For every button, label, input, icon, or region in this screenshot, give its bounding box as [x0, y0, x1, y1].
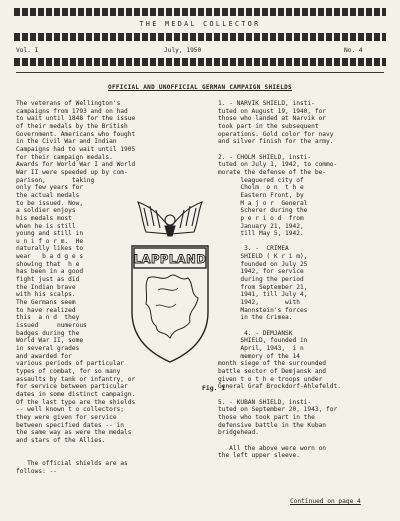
text-line: for their campaign medals. [16, 153, 113, 161]
shield-label: LAPPLAND [133, 252, 207, 266]
text-line: tuted on August 19, 1940, for [218, 107, 327, 115]
text-line: -- well known t o collectors; [16, 406, 125, 414]
text-line: and silver finish for the army. [218, 138, 334, 146]
text-line: to wait until 1848 for the issue [16, 115, 136, 123]
volume-label: Vol. I [16, 47, 39, 54]
text-line: in the Crimea. [218, 314, 293, 322]
left-column-closing [16, 460, 128, 475]
text-line: Eastern Front, by [218, 191, 304, 199]
text-line [218, 238, 341, 246]
text-line: the same way as were the medals [16, 429, 132, 437]
text-line: SHIELD ( K r i m), [218, 253, 308, 261]
text-line: the left upper sleeve. [218, 452, 300, 460]
text-line: has been in a good [16, 268, 84, 276]
text-line: given t o t h e troops under [218, 375, 323, 383]
text-line: and awarded for [16, 352, 72, 360]
text-line: fight just as did [16, 276, 80, 284]
text-line: from September 21, [218, 283, 308, 291]
text-line: April, 1943, i n [218, 345, 304, 352]
text-line: 3. - CRIMEA [218, 245, 289, 253]
text-line: and stars of the Allies. [16, 436, 106, 444]
text-line [218, 146, 341, 154]
text-line: types of combat, for so many [16, 367, 121, 375]
text-line: 5. - KUBAN SHIELD, insti- [218, 398, 312, 406]
text-line: young and still in [16, 230, 84, 238]
text-line: campaigns from 1793 and on had [16, 107, 128, 115]
text-line: took part in the subsequent [218, 122, 319, 130]
text-line: The official shields are as [16, 460, 128, 467]
text-line: issued numerous [16, 322, 87, 330]
text-line: to be issued. Now, [16, 199, 84, 207]
issue-date: July, 1950 [164, 47, 202, 54]
text-line: tuted on September 20, 1943, for [218, 406, 338, 414]
right-column [218, 100, 341, 460]
text-line: showing that h e [16, 260, 80, 268]
text-line: month siege of the surrounded [218, 360, 327, 368]
text-line: January 21, 1942, [218, 222, 304, 230]
text-line [218, 437, 341, 445]
divider-rule [16, 72, 384, 73]
text-line: memory of the 14 [218, 352, 300, 360]
text-line: the actual medals [16, 191, 80, 199]
text-line: till May 5, 1942. [218, 230, 304, 238]
text-line: 1942, with [218, 299, 300, 307]
text-line: bridgehead. [218, 429, 259, 437]
text-line: The Germans seem [16, 299, 76, 307]
text-line: badges during the [16, 329, 80, 337]
text-line: naturally likes to [16, 245, 84, 253]
text-line: wear b a d g e s [16, 253, 84, 261]
text-line: 2. - CHOLM SHIELD, insti- [218, 153, 312, 161]
text-line: in the Civil War and Indian [16, 138, 117, 146]
text-line: Scherer during the [218, 207, 308, 215]
text-line: operations. Gold color for navy [218, 130, 334, 138]
text-line: 1. - NARVIK SHIELD, insti- [218, 100, 315, 107]
text-line: tuted on July 1, 1942, to commo- [218, 161, 338, 169]
text-line: dates in some distinct campaign. [16, 390, 136, 398]
text-line: only few years for [16, 184, 84, 192]
text-line: SHIELD, founded in [218, 337, 308, 345]
text-line: in several grades [16, 345, 80, 352]
text-line: Of the last type are the shields [16, 398, 136, 406]
text-line: for service between particular [16, 383, 128, 391]
article-heading: OFFICIAL AND UNOFFICIAL GERMAN CAMPAIGN SHIELDS [108, 84, 292, 91]
text-line: parison, taking [16, 176, 95, 184]
text-line: this a n d they [16, 314, 80, 322]
text-line: Mannstein's forces [218, 306, 308, 314]
text-line: follows: -- [16, 467, 57, 475]
meta-border [14, 58, 386, 66]
text-line: Cholm o n t h e [218, 184, 304, 192]
text-line: All the above were worn on [218, 444, 327, 452]
text-line: assaults by tank or infantry, or [16, 375, 136, 383]
text-line: the Indian brave [16, 283, 76, 291]
text-line: World War II, some [16, 337, 84, 345]
text-line [218, 322, 341, 330]
text-line: during the period [218, 276, 304, 284]
top-border [14, 8, 386, 16]
text-line: of their medals by the British [16, 122, 128, 130]
text-line: 4. - DEMJANSK [218, 329, 293, 337]
text-line: they were given for service [16, 413, 117, 421]
figure-lappland-shield [118, 186, 222, 366]
text-line: to have realized [16, 306, 76, 314]
issue-number: No. 4 [344, 47, 363, 54]
text-line: General Graf Brockdorf-Ahlefeldt. [218, 383, 341, 391]
text-line: u n i f o r m. He [16, 237, 84, 245]
text-line: a soldier enjoys [16, 207, 76, 215]
masthead-title: THE MEDAL COLLECTOR [139, 20, 261, 28]
text-line: 1942, for service [218, 268, 304, 276]
text-line: battle sector of Demjansk and [218, 367, 327, 375]
text-line: Awards for World War I and World [16, 161, 136, 169]
continued-note: Continued on page 4 [290, 498, 361, 505]
text-line: leaguered city of [218, 176, 304, 184]
text-line: with his scalps. [16, 291, 76, 299]
text-line: morate the defense of the be- [218, 168, 327, 176]
text-line: various periods of particular [16, 360, 125, 368]
text-line: War II were speeded up by com- [16, 168, 128, 176]
eagle-icon [138, 202, 202, 236]
masthead-border [14, 33, 386, 41]
text-line: Campaigns had to wait until 1905 [16, 145, 136, 153]
text-line: founded on July 25 [218, 260, 308, 268]
figure-caption: Fig. 1 [202, 384, 226, 392]
shield-illustration [118, 186, 222, 366]
text-line: defensive battle in the Kuban [218, 421, 327, 429]
text-line: those who landed at Narvik or [218, 115, 327, 123]
text-line [218, 391, 341, 399]
text-line: 1941, till July 4, [218, 291, 308, 299]
text-line: p e r i o d from [218, 214, 304, 222]
text-line: Government. Americans who fought [16, 130, 136, 138]
text-line: M a j o r General [218, 199, 308, 207]
text-line: between specified dates -- in [16, 421, 125, 429]
text-line: those who took part in the [218, 413, 315, 421]
text-line: The veterans of Wellington's [16, 100, 121, 107]
text-line: when he is still [16, 222, 76, 230]
text-line: his medals most [16, 214, 72, 222]
